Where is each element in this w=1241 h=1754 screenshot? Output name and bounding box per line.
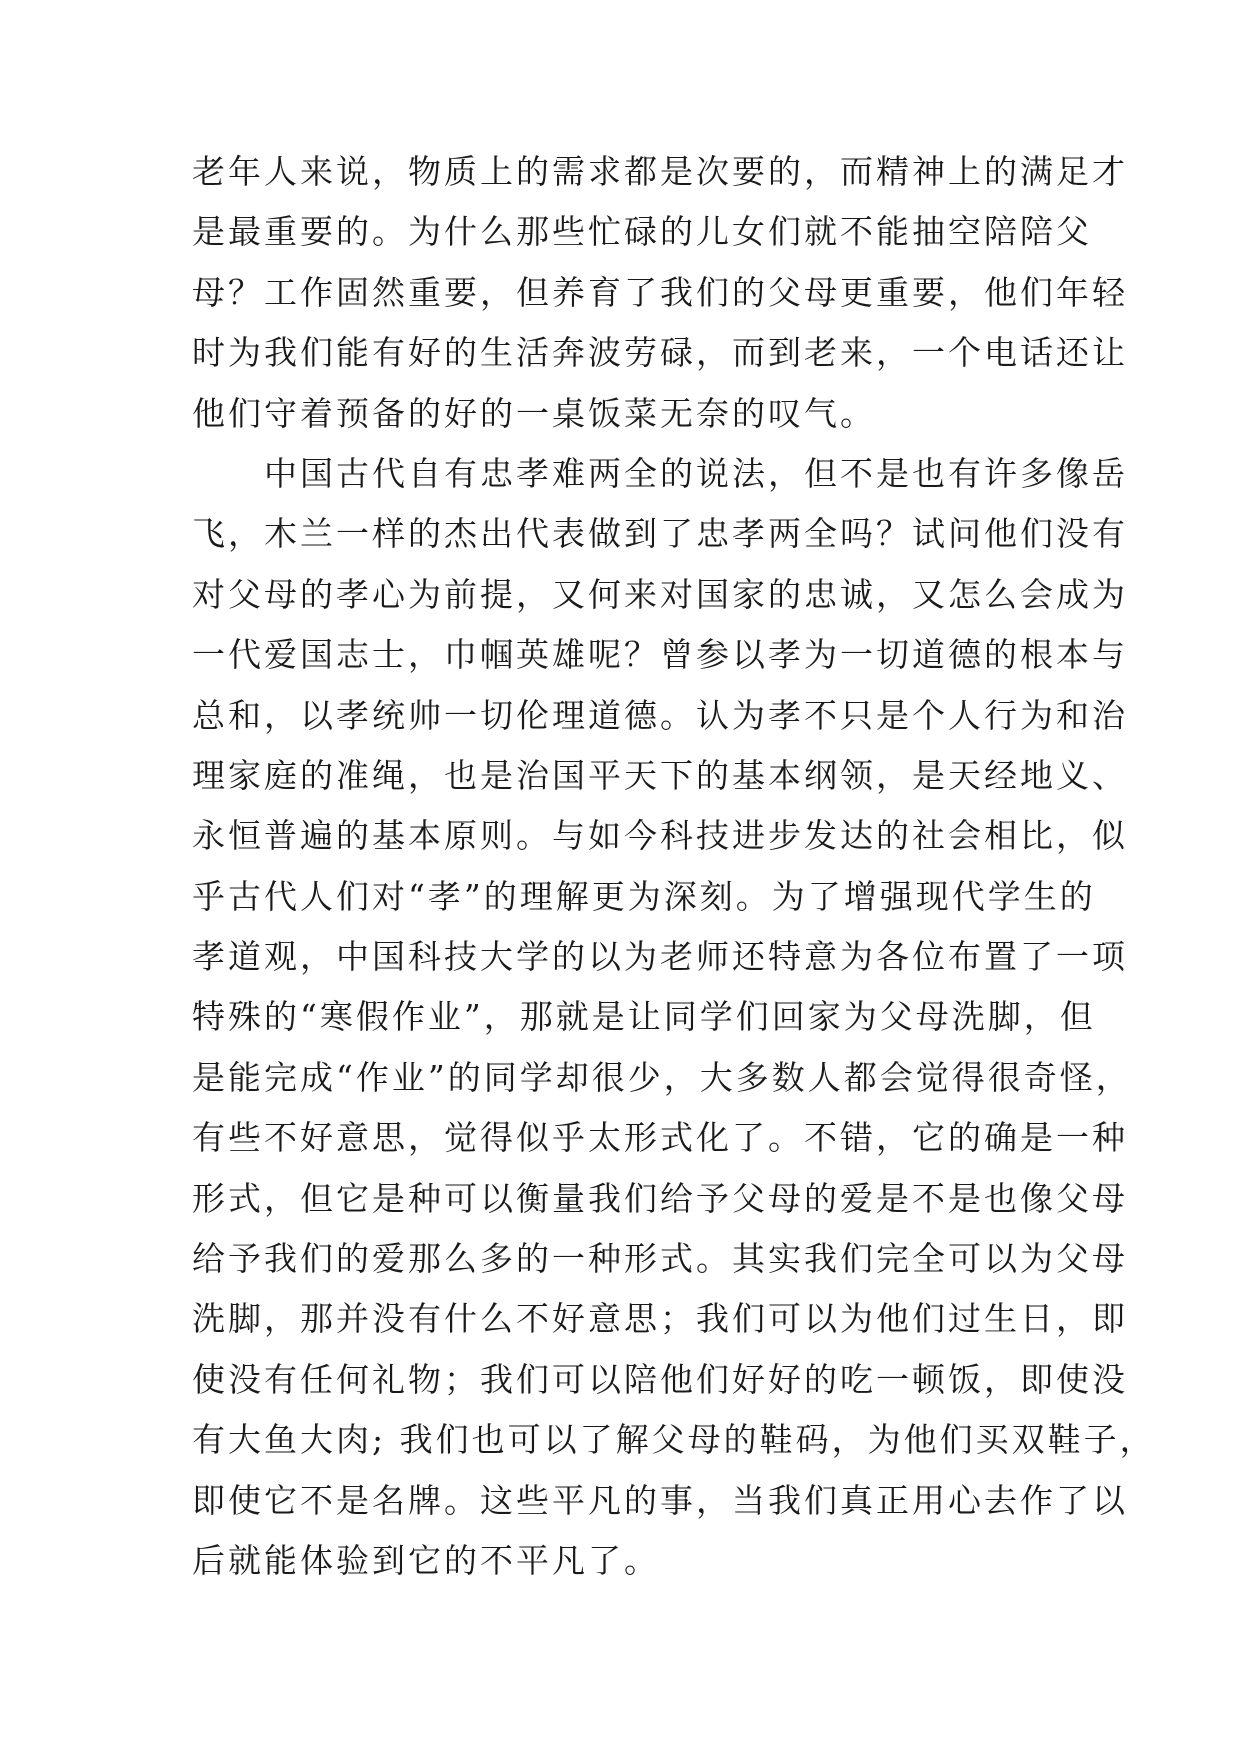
text-line: 理家庭的准绳，也是治国平天下的基本纲领，是天经地义、: [192, 755, 1128, 795]
text-line: 使没有任何礼物；我们可以陪他们好好的吃一顿饭，即使没: [192, 1359, 1128, 1399]
text-line: 孝道观，中国科技大学的以为老师还特意为各位布置了一项: [192, 937, 1128, 977]
text-line: 对父母的孝心为前提，又何来对国家的忠诚，又怎么会成为: [192, 574, 1128, 614]
text-line: 总和，以孝统帅一切伦理道德。认为孝不只是个人行为和治: [192, 695, 1128, 735]
text-line: 飞，木兰一样的杰出代表做到了忠孝两全吗？试问他们没有: [192, 514, 1128, 554]
text-line: 有大鱼大肉; 我们也可以了解父母的鞋码，为他们买双鞋子，: [192, 1420, 1156, 1460]
text-line: 特殊的“寒假作业”，那就是让同学们回家为父母洗脚，但: [192, 997, 1096, 1037]
text-line: 中国古代自有忠孝难两全的说法，但不是也有许多像岳: [192, 453, 1128, 493]
text-line: 形式，但它是种可以衡量我们给予父母的爱是不是也像父母: [192, 1178, 1128, 1218]
text-line: 老年人来说，物质上的需求都是次要的，而精神上的满足才: [192, 152, 1128, 191]
text-line: 永恒普遍的基本原则。与如今科技进步发达的社会相比，似: [192, 816, 1128, 856]
text-line: 后就能体验到它的不平凡了。: [192, 1540, 660, 1580]
text-line: 即使它不是名牌。这些平凡的事，当我们真正用心去作了以: [192, 1480, 1128, 1520]
text-line: 一代爱国志士，巾帼英雄呢？曾参以孝为一切道德的根本与: [192, 635, 1128, 675]
body-text: [192, 142, 1156, 1591]
text-line: 时为我们能有好的生活奔波劳碌，而到老来，一个电话还让: [192, 333, 1128, 373]
text-line: 给予我们的爱那么多的一种形式。其实我们完全可以为父母: [192, 1239, 1128, 1279]
text-line: 他们守着预备的好的一桌饭菜无奈的叹气。: [192, 393, 876, 433]
text-line: 母？工作固然重要，但养育了我们的父母更重要，他们年轻: [192, 272, 1128, 312]
text-line: 洗脚，那并没有什么不好意思；我们可以为他们过生日，即: [192, 1299, 1128, 1339]
text-line: 是能完成“作业”的同学却很少，大多数人都会觉得很奇怪，: [192, 1057, 1132, 1097]
text-line: 乎古代人们对“孝”的理解更为深刻。为了增强现代学生的: [192, 876, 1096, 916]
text-line: 是最重要的。为什么那些忙碌的儿女们就不能抽空陪陪父: [192, 212, 1092, 252]
text-line: 有些不好意思，觉得似乎太形式化了。不错，它的确是一种: [192, 1118, 1128, 1158]
